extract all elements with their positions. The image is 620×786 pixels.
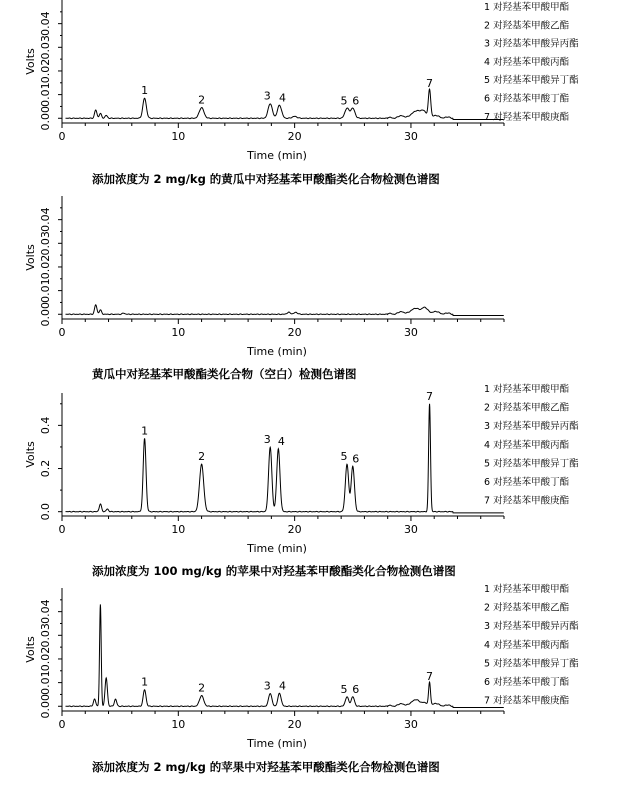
y-tick-label: 0.03 bbox=[39, 35, 52, 60]
x-axis-label: Time (min) bbox=[247, 149, 307, 162]
figure-caption: 添加浓度为 2 mg/kg 的黄瓜中对羟基苯甲酸酯类化合物检测色谱图 bbox=[92, 172, 440, 186]
legend-entry: 7 对羟基苯甲酸庚酯 bbox=[484, 495, 570, 507]
peak-3-label: 3 bbox=[263, 89, 271, 103]
peak-1-label: 1 bbox=[141, 84, 149, 98]
peak-6-label: 6 bbox=[352, 94, 360, 108]
peak-3-label: 3 bbox=[263, 679, 271, 693]
peak-2-label: 2 bbox=[198, 93, 206, 107]
legend-entry: 5 对羟基苯甲酸异丁酯 bbox=[484, 75, 579, 87]
y-axis-label: Volts bbox=[24, 48, 37, 75]
legend-entry: 6 对羟基苯甲酸丁酯 bbox=[484, 677, 570, 688]
y-tick-label: 0.00 bbox=[39, 106, 52, 131]
legend-entry: 2 对羟基苯甲酸乙酯 bbox=[484, 602, 570, 614]
y-axis-label: Volts bbox=[24, 441, 37, 468]
peak-4-label: 4 bbox=[277, 435, 285, 449]
x-tick-label: 20 bbox=[287, 523, 302, 536]
peak-7-label: 7 bbox=[426, 77, 434, 91]
y-tick-label: 0.2 bbox=[39, 459, 52, 478]
peak-6-label: 6 bbox=[352, 452, 360, 466]
chromatogram-panel-2 bbox=[24, 196, 504, 381]
peak-3-label: 3 bbox=[263, 432, 271, 446]
x-tick-label: 20 bbox=[287, 326, 302, 339]
y-tick-label: 0.0 bbox=[39, 502, 52, 521]
y-tick-label: 0.03 bbox=[39, 623, 52, 648]
legend-entry: 6 对羟基苯甲酸丁酯 bbox=[484, 93, 570, 105]
y-tick-label: 0.01 bbox=[39, 82, 52, 107]
x-tick-label: 10 bbox=[171, 326, 186, 339]
x-axis-label: Time (min) bbox=[247, 345, 307, 358]
peak-5-label: 5 bbox=[340, 450, 348, 464]
legend-entry: 1 对羟基苯甲酸甲酯 bbox=[484, 584, 570, 595]
chromatogram-trace bbox=[65, 305, 503, 316]
y-tick-label: 0.00 bbox=[39, 302, 52, 327]
peak-1-label: 1 bbox=[141, 424, 149, 438]
y-tick-label: 0.02 bbox=[39, 58, 52, 84]
x-tick-label: 0 bbox=[58, 523, 66, 536]
legend-entry: 4 对羟基苯甲酸丙酯 bbox=[484, 639, 570, 651]
y-tick-label: 0.01 bbox=[39, 278, 52, 303]
x-tick-label: 20 bbox=[287, 718, 302, 731]
chromatogram-panel-3 bbox=[24, 383, 579, 578]
y-tick-label: 0.04 bbox=[39, 207, 52, 232]
y-tick-label: 0.04 bbox=[39, 11, 52, 36]
peak-1-label: 1 bbox=[141, 675, 149, 689]
legend-entry: 1 对羟基苯甲酸甲酯 bbox=[484, 2, 570, 13]
legend-entry: 5 对羟基苯甲酸异丁酯 bbox=[484, 458, 579, 470]
peak-4-label: 4 bbox=[279, 91, 287, 105]
figure-caption: 添加浓度为 100 mg/kg 的苹果中对羟基苯甲酸酯类化合物检测色谱图 bbox=[92, 564, 456, 578]
legend-entry: 2 对羟基苯甲酸乙酯 bbox=[484, 20, 570, 32]
x-axis-label: Time (min) bbox=[247, 542, 307, 555]
y-tick-label: 0.02 bbox=[39, 646, 52, 672]
legend-entry: 2 对羟基苯甲酸乙酯 bbox=[484, 402, 570, 414]
x-tick-label: 0 bbox=[58, 718, 66, 731]
figure-caption: 添加浓度为 2 mg/kg 的苹果中对羟基苯甲酸酯类化合物检测色谱图 bbox=[92, 760, 440, 774]
x-tick-label: 30 bbox=[403, 130, 418, 143]
x-tick-label: 10 bbox=[171, 523, 186, 536]
peak-5-label: 5 bbox=[340, 94, 348, 108]
x-tick-label: 30 bbox=[403, 326, 418, 339]
peak-2-label: 2 bbox=[198, 681, 206, 695]
chromatogram-panel-1 bbox=[24, 0, 579, 186]
legend-entry: 3 对羟基苯甲酸异丙酯 bbox=[484, 421, 579, 433]
x-axis-label: Time (min) bbox=[247, 737, 307, 750]
chromatogram-trace bbox=[65, 404, 503, 513]
peak-4-label: 4 bbox=[279, 679, 287, 693]
chromatogram-panel-4 bbox=[24, 583, 579, 774]
y-axis-label: Volts bbox=[24, 636, 37, 663]
x-tick-label: 0 bbox=[58, 326, 66, 339]
y-tick-label: 0.4 bbox=[39, 416, 52, 435]
legend-entry: 7 对羟基苯甲酸庚酯 bbox=[484, 111, 570, 123]
legend-entry: 5 对羟基苯甲酸异丁酯 bbox=[484, 658, 579, 670]
legend-entry: 6 对羟基苯甲酸丁酯 bbox=[484, 477, 570, 488]
peak-5-label: 5 bbox=[340, 682, 348, 696]
peak-7-label: 7 bbox=[426, 389, 434, 403]
x-tick-label: 20 bbox=[287, 130, 302, 143]
legend-entry: 4 对羟基苯甲酸丙酯 bbox=[484, 56, 570, 68]
y-tick-label: 0.02 bbox=[39, 254, 52, 280]
x-tick-label: 30 bbox=[403, 523, 418, 536]
legend-entry: 3 对羟基苯甲酸异丙酯 bbox=[484, 38, 579, 50]
x-tick-label: 30 bbox=[403, 718, 418, 731]
figure-caption: 黄瓜中对羟基苯甲酸酯类化合物（空白）检测色谱图 bbox=[92, 367, 357, 381]
legend-entry: 7 对羟基苯甲酸庚酯 bbox=[484, 695, 570, 707]
legend-entry: 1 对羟基苯甲酸甲酯 bbox=[484, 384, 570, 395]
x-tick-label: 10 bbox=[171, 718, 186, 731]
x-tick-label: 10 bbox=[171, 130, 186, 143]
x-tick-label: 0 bbox=[58, 130, 66, 143]
peak-2-label: 2 bbox=[198, 450, 206, 464]
y-axis-label: Volts bbox=[24, 244, 37, 271]
y-tick-label: 0.04 bbox=[39, 599, 52, 624]
peak-6-label: 6 bbox=[352, 682, 360, 696]
legend-entry: 4 对羟基苯甲酸丙酯 bbox=[484, 439, 570, 451]
y-tick-label: 0.01 bbox=[39, 670, 52, 695]
peak-7-label: 7 bbox=[426, 669, 434, 683]
legend-entry: 3 对羟基苯甲酸异丙酯 bbox=[484, 621, 579, 633]
y-tick-label: 0.00 bbox=[39, 694, 52, 719]
y-tick-label: 0.03 bbox=[39, 231, 52, 256]
